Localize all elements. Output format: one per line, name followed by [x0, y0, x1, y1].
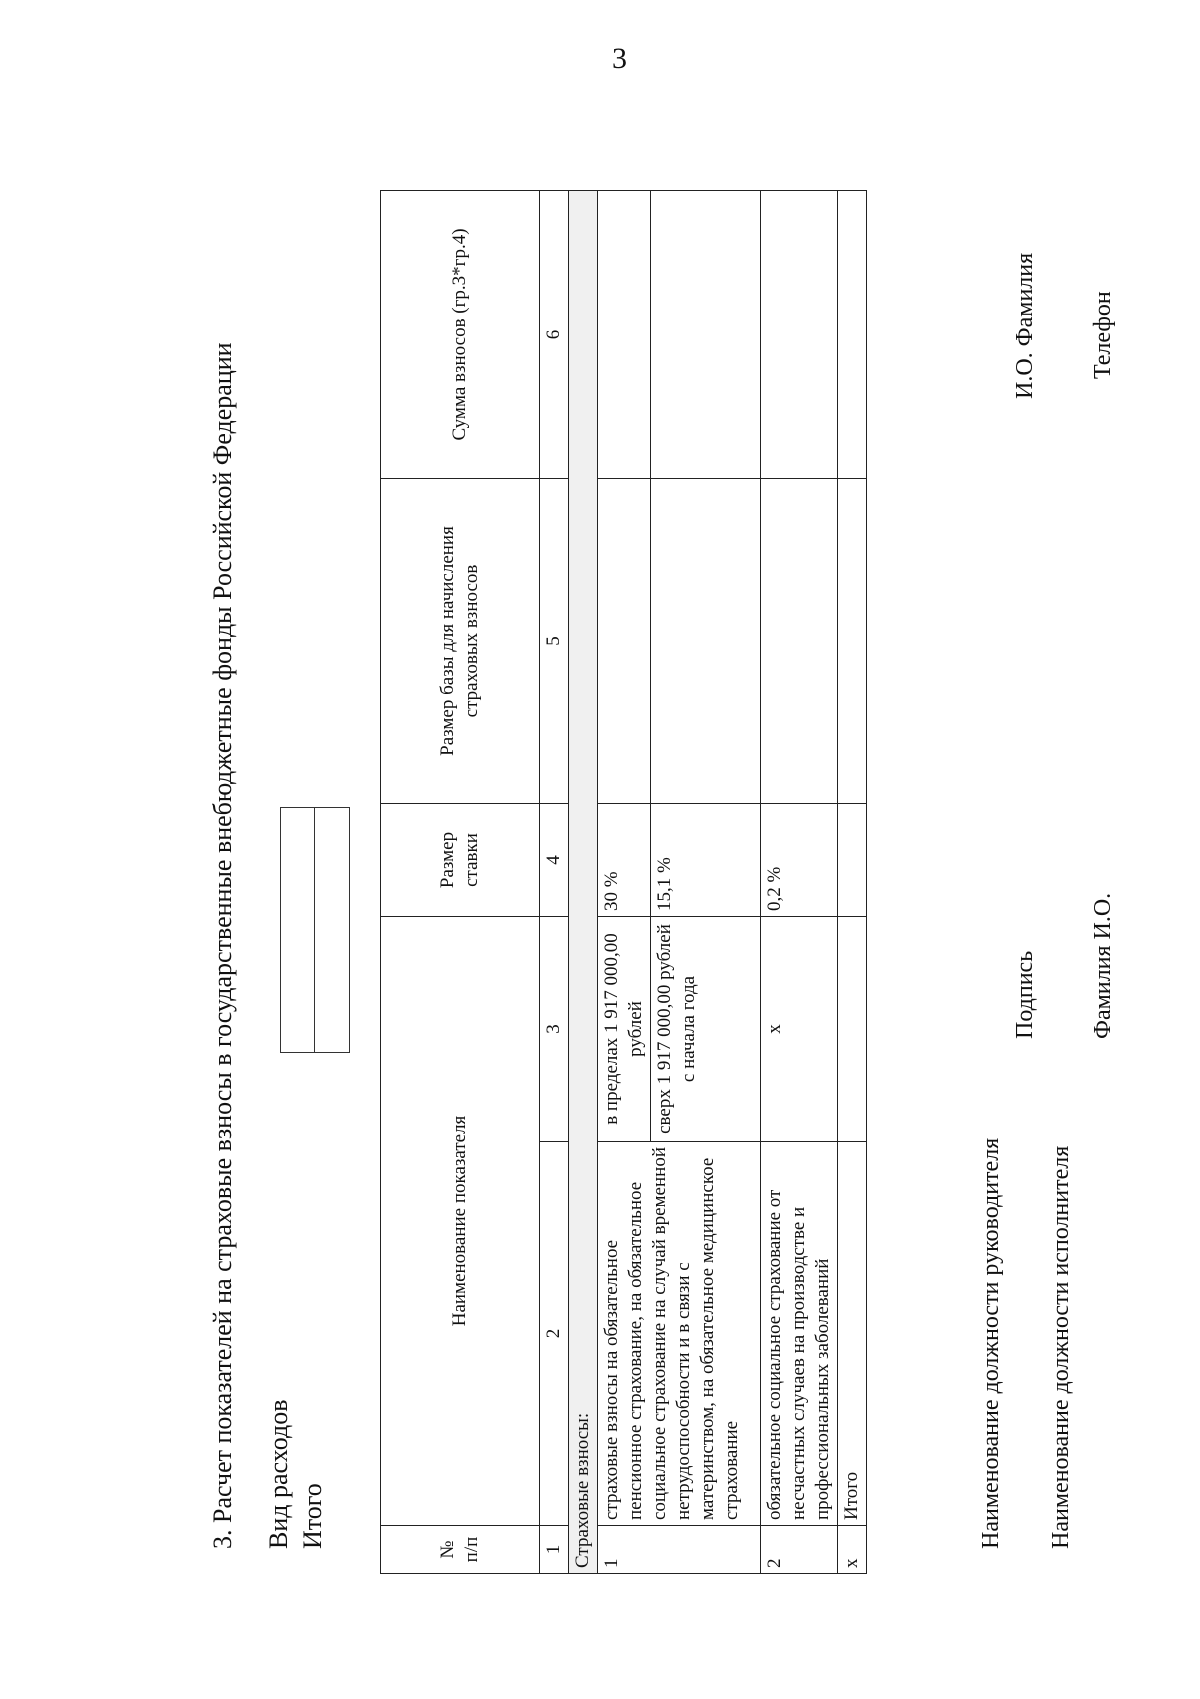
- total-sum[interactable]: [838, 190, 867, 478]
- limit-cell: в пределах 1 917 000,00 рублей: [598, 916, 651, 1141]
- total-code-cell[interactable]: [315, 808, 348, 1052]
- contributions-table: [380, 190, 867, 1574]
- expense-type-code-cell[interactable]: [281, 808, 315, 1052]
- rate-cell: 30 %: [598, 803, 651, 916]
- column-number: 3: [540, 916, 569, 1141]
- total-row-label: Итого: [838, 1142, 867, 1526]
- indicator-name: обязательное социальное страхование от несчастных случаев на производстве и профессиональных заболеваний: [761, 1142, 838, 1526]
- base-cell[interactable]: [651, 478, 761, 803]
- expense-type-label: Вид расходов: [264, 1399, 293, 1549]
- header-rate: Размер ставки: [381, 803, 540, 916]
- row-number: 2: [761, 1526, 838, 1574]
- total-empty: [838, 803, 867, 916]
- rate-cell: 15,1 %: [651, 803, 761, 916]
- table-row: [598, 190, 651, 1573]
- section-label: Страховые взносы:: [569, 190, 598, 1573]
- header-indicator-name: Наименование показателя: [381, 916, 540, 1525]
- table-header-row: [381, 190, 540, 1573]
- total-empty: [838, 478, 867, 803]
- base-cell[interactable]: [598, 478, 651, 803]
- head-position: Наименование должности руководителя: [978, 1137, 1004, 1549]
- head-signature-label: Подпись: [1012, 950, 1038, 1039]
- executor-position: Наименование должности исполнителя: [1048, 1145, 1074, 1549]
- column-number: 2: [540, 1142, 569, 1526]
- header-sum: Сумма взносов (гр.3*гр.4): [381, 190, 540, 478]
- sum-cell[interactable]: [761, 190, 838, 478]
- limit-cell: х: [761, 916, 838, 1141]
- executor-name: Фамилия И.О.: [1090, 892, 1116, 1039]
- column-number: 4: [540, 803, 569, 916]
- sum-cell[interactable]: [651, 190, 761, 478]
- limit-cell: сверх 1 917 000,00 рублей с начала года: [651, 916, 761, 1141]
- base-cell[interactable]: [761, 478, 838, 803]
- column-number: 6: [540, 190, 569, 478]
- table-row: [761, 190, 838, 1573]
- executor-phone: Телефон: [1090, 291, 1116, 379]
- sum-cell[interactable]: [598, 190, 651, 478]
- rate-cell: 0,2 %: [761, 803, 838, 916]
- column-number: 1: [540, 1526, 569, 1574]
- page-number: 3: [612, 42, 627, 75]
- expense-type-block: [262, 1400, 330, 1550]
- column-number-row: [540, 190, 569, 1573]
- row-number: 1: [598, 1526, 761, 1574]
- total-empty: [838, 916, 867, 1141]
- header-number: № п/п: [381, 1526, 540, 1574]
- expense-code-box[interactable]: [280, 807, 350, 1053]
- header-base: Размер базы для начисления страховых взносов: [381, 478, 540, 803]
- total-number: х: [838, 1526, 867, 1574]
- section-row: [569, 190, 598, 1573]
- total-row: [838, 190, 867, 1573]
- head-name: И.О. Фамилия: [1012, 252, 1038, 399]
- indicator-name: страховые взносы на обязательное пенсионное страхование, на обязательное социальное страхование на случай временной нетрудоспособности и в связи с материнством, на обязательное медицинское страхование: [598, 1142, 761, 1526]
- total-label: Итого: [298, 1483, 327, 1549]
- column-number: 5: [540, 478, 569, 803]
- section-title: 3. Расчет показателей на страховые взносы в государственные внебюджетные фонды Российской Федерации: [208, 342, 237, 1549]
